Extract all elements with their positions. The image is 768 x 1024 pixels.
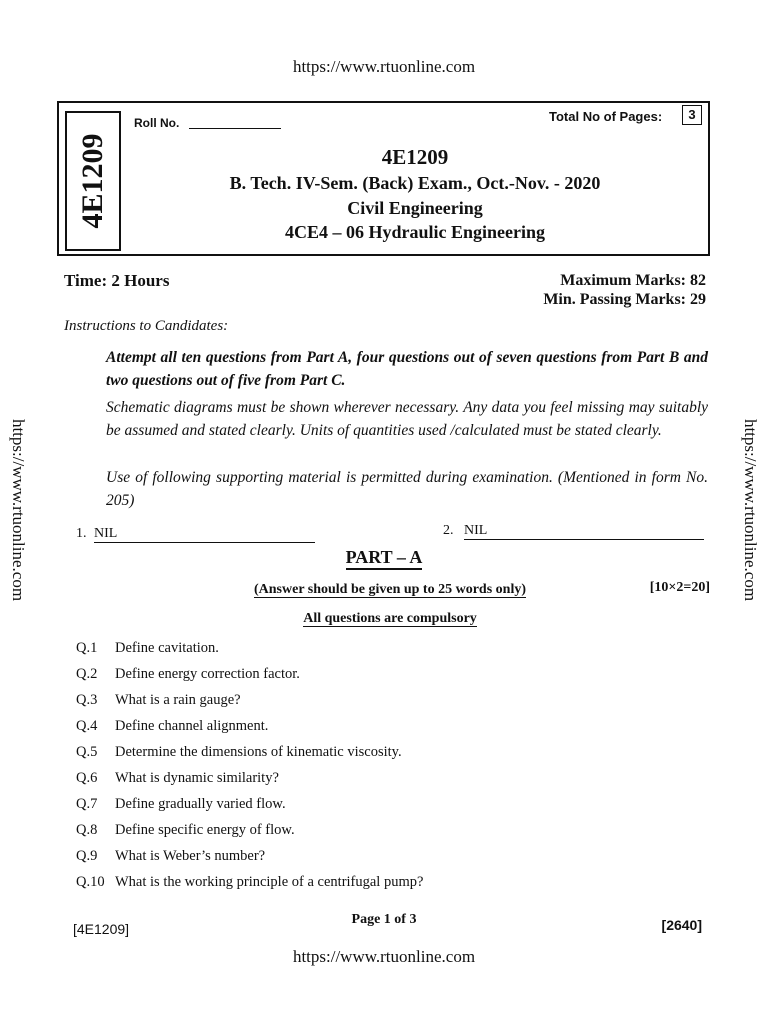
instruction-item: Attempt all ten questions from Part A, four questions out of seven questions from Part B and two questions out of five from Part C. <box>106 349 708 389</box>
footer-page-number: Page 1 of 3 <box>351 912 417 927</box>
time-allowed: Time: 2 Hours <box>64 271 170 290</box>
footer-paper-code: [4E1209] <box>73 921 130 937</box>
question-item: Q.2 Define energy correction factor. <box>76 666 300 682</box>
question-item: Q.3 What is a rain gauge? <box>76 692 241 708</box>
question-item: Q.4 Define channel alignment. <box>76 718 269 734</box>
total-pages-value: 3 <box>682 105 702 125</box>
subject-name: 4CE4 – 06 Hydraulic Engineering <box>284 222 545 242</box>
question-item: Q.7 Define gradually varied flow. <box>76 796 286 812</box>
roll-number-line <box>189 128 281 129</box>
instruction-item: Schematic diagrams must be shown wherever necessary. Any data you feel missing may suitably be assumed and stated clearly. Units of quantities used /calculated must be stated clearly. <box>106 399 708 439</box>
side-code: 4E1209 <box>76 133 109 229</box>
paper-code: 4E1209 <box>381 145 449 169</box>
material-number: 1. <box>76 526 87 541</box>
question-item: Q.8 Define specific energy of flow. <box>76 822 295 838</box>
total-pages-label: Total No of Pages: <box>549 109 663 124</box>
question-item: Q.9 What is Weber’s number? <box>76 848 266 864</box>
part-a-marks: [10×2=20] <box>649 580 710 595</box>
watermark-url-right: https://www.rtuonline.com <box>741 418 760 602</box>
side-code-box <box>65 111 121 251</box>
instructions-title: Instructions to Candidates: <box>64 318 229 334</box>
part-a-title: PART – A <box>0 547 768 568</box>
question-item: Q.5 Determine the dimensions of kinematic viscosity. <box>76 744 402 760</box>
roll-number-label: Roll No. <box>134 116 180 130</box>
maximum-marks: Maximum Marks: 82 <box>560 272 706 289</box>
question-item: Q.6 What is dynamic similarity? <box>76 770 279 786</box>
part-a-compulsory: All questions are compulsory <box>303 611 477 626</box>
part-a-note: (Answer should be given up to 25 words only) <box>253 582 526 597</box>
question-item: Q.10 What is the working principle of a centrifugal pump? <box>76 874 424 890</box>
watermark-url-left: https://www.rtuonline.com <box>9 418 28 602</box>
watermark-url-top: https://www.rtuonline.com <box>292 57 476 76</box>
material-value: NIL <box>94 526 315 543</box>
material-value: NIL <box>464 523 704 540</box>
footer-reference: [2640] <box>661 917 702 933</box>
instruction-item: Use of following supporting material is permitted during examination. (Mentioned in form No. 205) <box>106 469 708 509</box>
watermark-url-bottom: https://www.rtuonline.com <box>292 947 476 966</box>
branch-name: Civil Engineering <box>347 198 483 218</box>
question-item: Q.1 Define cavitation. <box>76 640 219 656</box>
exam-title: B. Tech. IV-Sem. (Back) Exam., Oct.-Nov. - 2020 <box>229 173 601 193</box>
min-passing-marks: Min. Passing Marks: 29 <box>543 291 706 308</box>
material-number: 2. <box>443 523 454 538</box>
